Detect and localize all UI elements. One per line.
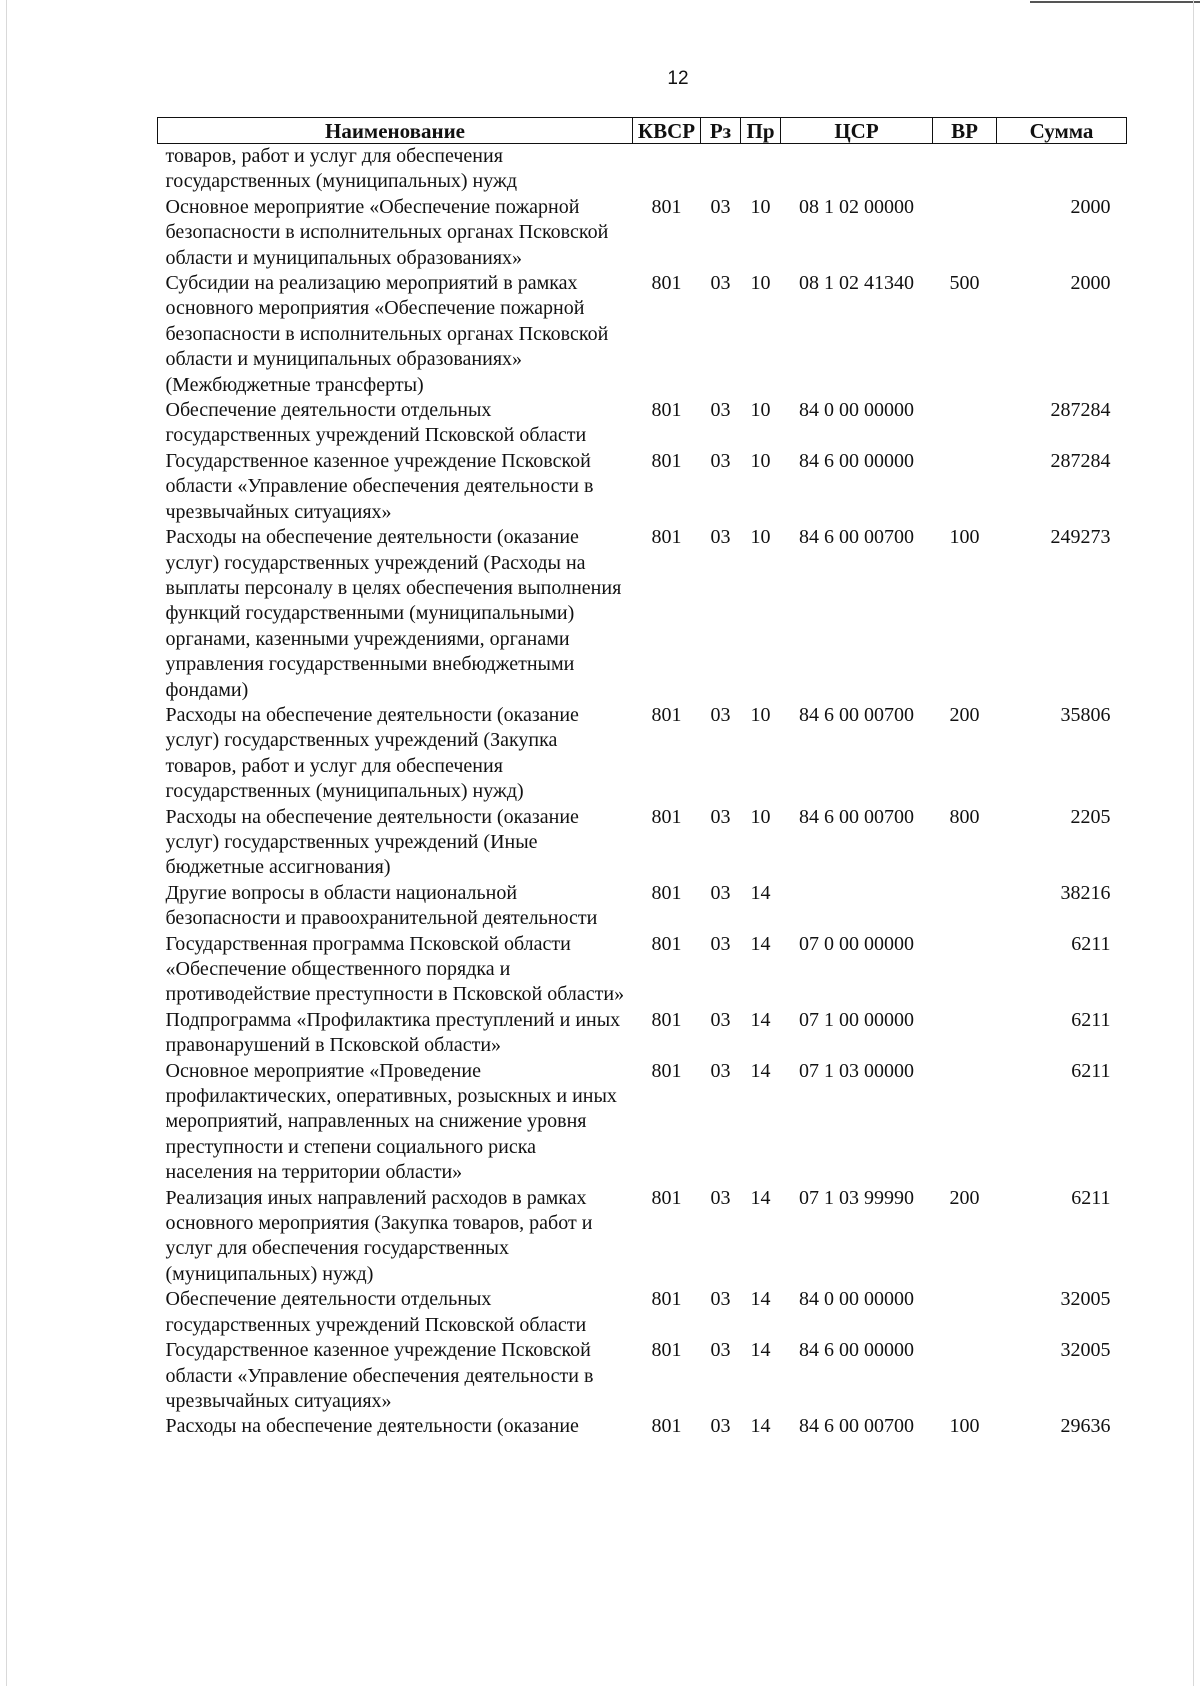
- cell-rz: 03: [710, 399, 731, 422]
- cell-csr: 84 6 00 00700: [799, 805, 914, 828]
- scan-edge-left: [6, 0, 7, 1686]
- cell-rz: 03: [710, 195, 731, 218]
- cell-vr: 500: [949, 272, 980, 295]
- cell-pr: 10: [750, 703, 771, 726]
- cell-sum: 249273: [1050, 526, 1111, 549]
- cell-name: Реализация иных направлений расходов в рамках основного мероприятия (Закупка товаров, работ и услуг для обеспечения государственных (муниципальных) нужд): [165, 1186, 593, 1285]
- cell-rz: 03: [710, 1339, 731, 1362]
- cell-pr: 14: [750, 1008, 771, 1031]
- cell-kvsr: 801: [651, 703, 682, 726]
- cell-pr: 10: [750, 195, 771, 218]
- cell-vr: [933, 932, 997, 1008]
- cell-csr: 84 6 00 00000: [799, 1339, 914, 1362]
- cell-sum: 2000: [1070, 195, 1111, 218]
- cell-sum: 2000: [1070, 272, 1111, 295]
- cell-pr: 14: [750, 932, 771, 955]
- table-row: [158, 1414, 1127, 1439]
- cell-pr: 14: [750, 1339, 771, 1362]
- cell-kvsr: [633, 144, 701, 195]
- cell-vr: 100: [949, 526, 980, 549]
- cell-name: Основное мероприятие «Проведение профилактических, оперативных, розыскных и иных мероприятий, направленных на снижение уровня преступности и степени социального риска населения на территории области»: [165, 1059, 617, 1184]
- table-row: [158, 1287, 1127, 1338]
- table-body: [158, 144, 1127, 1440]
- cell-name: Расходы на обеспечение деятельности (оказание услуг) государственных учреждений (Иные бюджетные ассигнования): [165, 805, 579, 879]
- cell-kvsr: 801: [651, 1186, 682, 1209]
- cell-pr: 14: [750, 1059, 771, 1082]
- table-row: [158, 881, 1127, 932]
- cell-kvsr: 801: [651, 805, 682, 828]
- cell-pr: 14: [750, 881, 771, 904]
- cell-rz: 03: [710, 805, 731, 828]
- cell-kvsr: 801: [651, 881, 682, 904]
- cell-kvsr: 801: [651, 932, 682, 955]
- cell-pr: 10: [750, 399, 771, 422]
- cell-csr: 84 6 00 00700: [799, 526, 914, 549]
- table-row: [158, 195, 1127, 271]
- header-kvsr: КВСР: [633, 118, 701, 144]
- table-row: [158, 449, 1127, 525]
- table-row: [158, 703, 1127, 805]
- cell-sum: [997, 144, 1127, 195]
- cell-vr: 200: [949, 703, 980, 726]
- cell-name: Другие вопросы в области национальной безопасности и правоохранительной деятельности: [165, 881, 598, 930]
- cell-kvsr: 801: [651, 526, 682, 549]
- cell-csr: 07 1 03 00000: [799, 1059, 914, 1082]
- cell-kvsr: 801: [651, 1415, 682, 1438]
- cell-pr: 14: [750, 1186, 771, 1209]
- header-rz: Рз: [701, 118, 741, 144]
- cell-sum: 287284: [1050, 449, 1111, 472]
- cell-rz: 03: [710, 1008, 731, 1031]
- cell-kvsr: 801: [651, 449, 682, 472]
- cell-kvsr: 801: [651, 1339, 682, 1362]
- cell-kvsr: 801: [651, 1008, 682, 1031]
- cell-vr: [933, 449, 997, 525]
- cell-pr: 10: [750, 805, 771, 828]
- cell-name: Подпрограмма «Профилактика преступлений и иных правонарушений в Псковской области»: [165, 1008, 621, 1057]
- cell-sum: 287284: [1050, 399, 1111, 422]
- cell-csr: 84 6 00 00700: [799, 703, 914, 726]
- cell-sum: 32005: [1060, 1288, 1111, 1311]
- cell-vr: [933, 398, 997, 449]
- cell-kvsr: 801: [651, 195, 682, 218]
- cell-name: Государственное казенное учреждение Псковской области «Управление обеспечения деятельности в чрезвычайных ситуациях»: [165, 1339, 594, 1412]
- cell-vr: [933, 1059, 997, 1186]
- cell-kvsr: 801: [651, 1288, 682, 1311]
- cell-vr: [933, 1287, 997, 1338]
- cell-csr: 07 1 03 99990: [799, 1186, 914, 1209]
- cell-vr: 200: [949, 1186, 980, 1209]
- cell-rz: 03: [710, 449, 731, 472]
- table-row: [158, 932, 1127, 1008]
- cell-rz: 03: [710, 526, 731, 549]
- cell-kvsr: 801: [651, 399, 682, 422]
- cell-csr: [781, 881, 933, 932]
- scan-top-rule: [1030, 1, 1200, 3]
- table-header: [158, 118, 1127, 144]
- cell-name: товаров, работ и услуг для обеспечения государственных (муниципальных) нужд: [165, 145, 517, 193]
- header-name: Наименование: [158, 118, 633, 144]
- cell-rz: 03: [710, 1059, 731, 1082]
- cell-rz: 03: [710, 272, 731, 295]
- cell-sum: 32005: [1060, 1339, 1111, 1362]
- cell-csr: 07 0 00 00000: [799, 932, 914, 955]
- table-row: [158, 1186, 1127, 1288]
- cell-vr: [933, 144, 997, 195]
- cell-csr: [781, 144, 933, 195]
- cell-csr: 84 6 00 00700: [799, 1415, 914, 1438]
- table-row: [158, 271, 1127, 398]
- cell-kvsr: 801: [651, 272, 682, 295]
- cell-name: Обеспечение деятельности отдельных государственных учреждений Псковской области: [165, 399, 587, 447]
- cell-pr: 10: [750, 272, 771, 295]
- cell-name: Расходы на обеспечение деятельности (оказание услуг) государственных учреждений (Закупка товаров, работ и услуг для обеспечения государственных (муниципальных) нужд): [165, 703, 579, 803]
- cell-pr: [741, 144, 781, 195]
- cell-vr: [933, 1338, 997, 1414]
- cell-rz: 03: [710, 703, 731, 726]
- cell-name: Расходы на обеспечение деятельности (оказание: [165, 1415, 579, 1438]
- cell-name: Субсидии на реализацию мероприятий в рамках основного мероприятия «Обеспечение пожарной безопасности в исполнительных органах Псковской области и муниципальных образованиях» (Межбюджетные трансферты): [165, 272, 609, 396]
- cell-name: Расходы на обеспечение деятельности (оказание услуг) государственных учреждений (Расходы на выплаты персоналу в целях обеспечения выполнения функций государственными (муниципальными) органами, казенными учреждениями, органами управления государственными внебюджетными фондами): [165, 526, 622, 701]
- header-pr: Пр: [741, 118, 781, 144]
- cell-sum: 6211: [1071, 1059, 1111, 1082]
- cell-csr: 08 1 02 41340: [799, 272, 914, 295]
- cell-name: Обеспечение деятельности отдельных государственных учреждений Псковской области: [165, 1288, 587, 1336]
- cell-vr: 800: [949, 805, 980, 828]
- table-row: [158, 1059, 1127, 1186]
- table-row: [158, 805, 1127, 881]
- cell-vr: [933, 195, 997, 271]
- budget-table: [157, 117, 1127, 1440]
- cell-sum: 6211: [1071, 932, 1111, 955]
- page-number: 12: [667, 68, 689, 89]
- cell-rz: 03: [710, 881, 731, 904]
- cell-csr: 07 1 00 00000: [799, 1008, 914, 1031]
- table-row: [158, 1008, 1127, 1059]
- cell-sum: 2205: [1070, 805, 1111, 828]
- cell-csr: 84 0 00 00000: [799, 1288, 914, 1311]
- cell-vr: [933, 881, 997, 932]
- cell-rz: 03: [710, 932, 731, 955]
- table-row: [158, 398, 1127, 449]
- scan-edge-right: [1193, 0, 1194, 1686]
- cell-sum: 29636: [1060, 1415, 1111, 1438]
- cell-csr: 84 0 00 00000: [799, 399, 914, 422]
- header-vr: ВР: [933, 118, 997, 144]
- cell-pr: 14: [750, 1415, 771, 1438]
- cell-csr: 08 1 02 00000: [799, 195, 914, 218]
- cell-name: Государственное казенное учреждение Псковской области «Управление обеспечения деятельности в чрезвычайных ситуациях»: [165, 449, 594, 523]
- cell-vr: [933, 1008, 997, 1059]
- cell-sum: 35806: [1060, 703, 1111, 726]
- cell-rz: 03: [710, 1186, 731, 1209]
- cell-pr: 14: [750, 1288, 771, 1311]
- cell-name: Основное мероприятие «Обеспечение пожарной безопасности в исполнительных органах Псковской области и муниципальных образованиях»: [165, 195, 609, 269]
- cell-pr: 10: [750, 449, 771, 472]
- table-row: [158, 144, 1127, 195]
- cell-sum: 6211: [1071, 1008, 1111, 1031]
- cell-kvsr: 801: [651, 1059, 682, 1082]
- table-row: [158, 1338, 1127, 1414]
- cell-pr: 10: [750, 526, 771, 549]
- cell-sum: 38216: [1060, 881, 1111, 904]
- header-sum: Сумма: [997, 118, 1127, 144]
- cell-rz: 03: [710, 1288, 731, 1311]
- header-csr: ЦСР: [781, 118, 933, 144]
- cell-csr: 84 6 00 00000: [799, 449, 914, 472]
- cell-rz: 03: [710, 1415, 731, 1438]
- cell-vr: 100: [949, 1415, 980, 1438]
- table-row: [158, 525, 1127, 703]
- cell-name: Государственная программа Псковской области «Обеспечение общественного порядка и противодействие преступности в Псковской области»: [165, 932, 625, 1006]
- cell-sum: 6211: [1071, 1186, 1111, 1209]
- cell-rz: [701, 144, 741, 195]
